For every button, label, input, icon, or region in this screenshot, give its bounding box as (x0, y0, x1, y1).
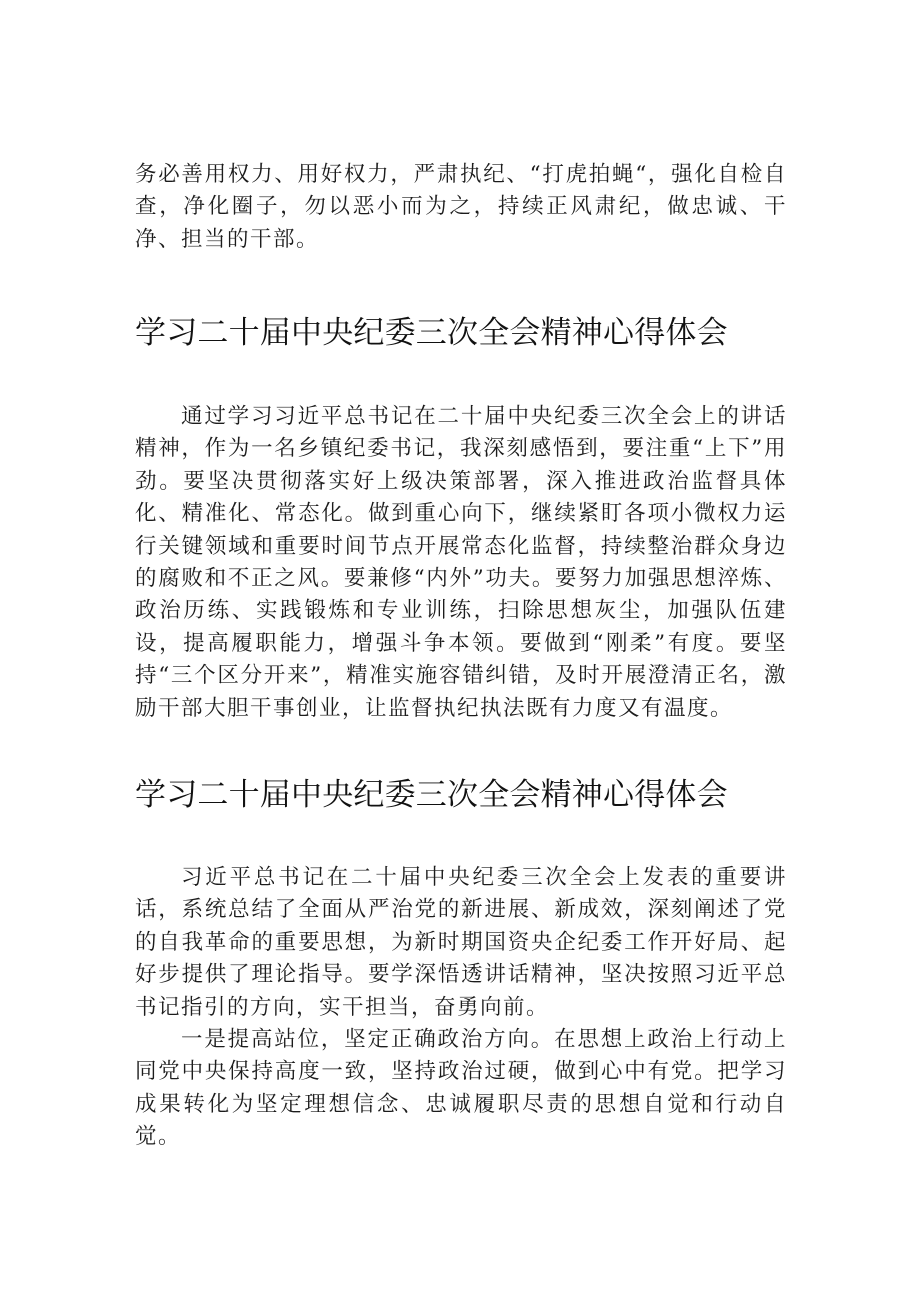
section-two-title: 学习二十届中央纪委三次全会精神心得体会 (135, 777, 728, 813)
section-two-paragraph-1: 习近平总书记在二十届中央纪委三次全会上发表的重要讲话，系统总结了全面从严治党的新进展、新成效，深刻阐述了党的自我革命的重要思想，为新时期国资央企纪委工作开好局、起好步提供了理论指导。要学深悟透讲话精神，坚决按照习近平总书记指引的方向，实干担当，奋勇向前。 (135, 865, 787, 1020)
section-one-title: 学习二十届中央纪委三次全会精神心得体会 (135, 315, 728, 351)
continuation-paragraph: 务必善用权力、用好权力，严肃执纪、“打虎拍蝇“，强化自检自查，净化圈子，勿以恶小而为之，持续正风肃纪，做忠诚、干净、担当的干部。 (135, 162, 787, 252)
section-one-paragraph: 通过学习习近平总书记在二十届中央纪委三次全会上的讲话精神，作为一名乡镇纪委书记，我深刻感悟到，要注重“上下”用劲。要坚决贯彻落实好上级决策部署，深入推进政治监督具体化、精准化、常态化。做到重心向下，继续紧盯各项小微权力运行关键领域和重要时间节点开展常态化监督，持续整治群众身边的腐败和不正之风。要兼修“内外”功夫。要努力加强思想淬炼、政治历练、实践锻炼和专业训练，扫除思想灰尘，加强队伍建设，提高履职能力，增强斗争本领。要做到“刚柔”有度。要坚持“三个区分开来”，精准实施容错纠错，及时开展澄清正名，激励干部大胆干事创业，让监督执纪执法既有力度又有温度。 (135, 404, 787, 721)
section-two-paragraph-2: 一是提高站位，坚定正确政治方向。在思想上政治上行动上同党中央保持高度一致，坚持政治过硬，做到心中有党。把学习成果转化为坚定理想信念、忠诚履职尽责的思想自觉和行动自觉。 (135, 1027, 787, 1150)
